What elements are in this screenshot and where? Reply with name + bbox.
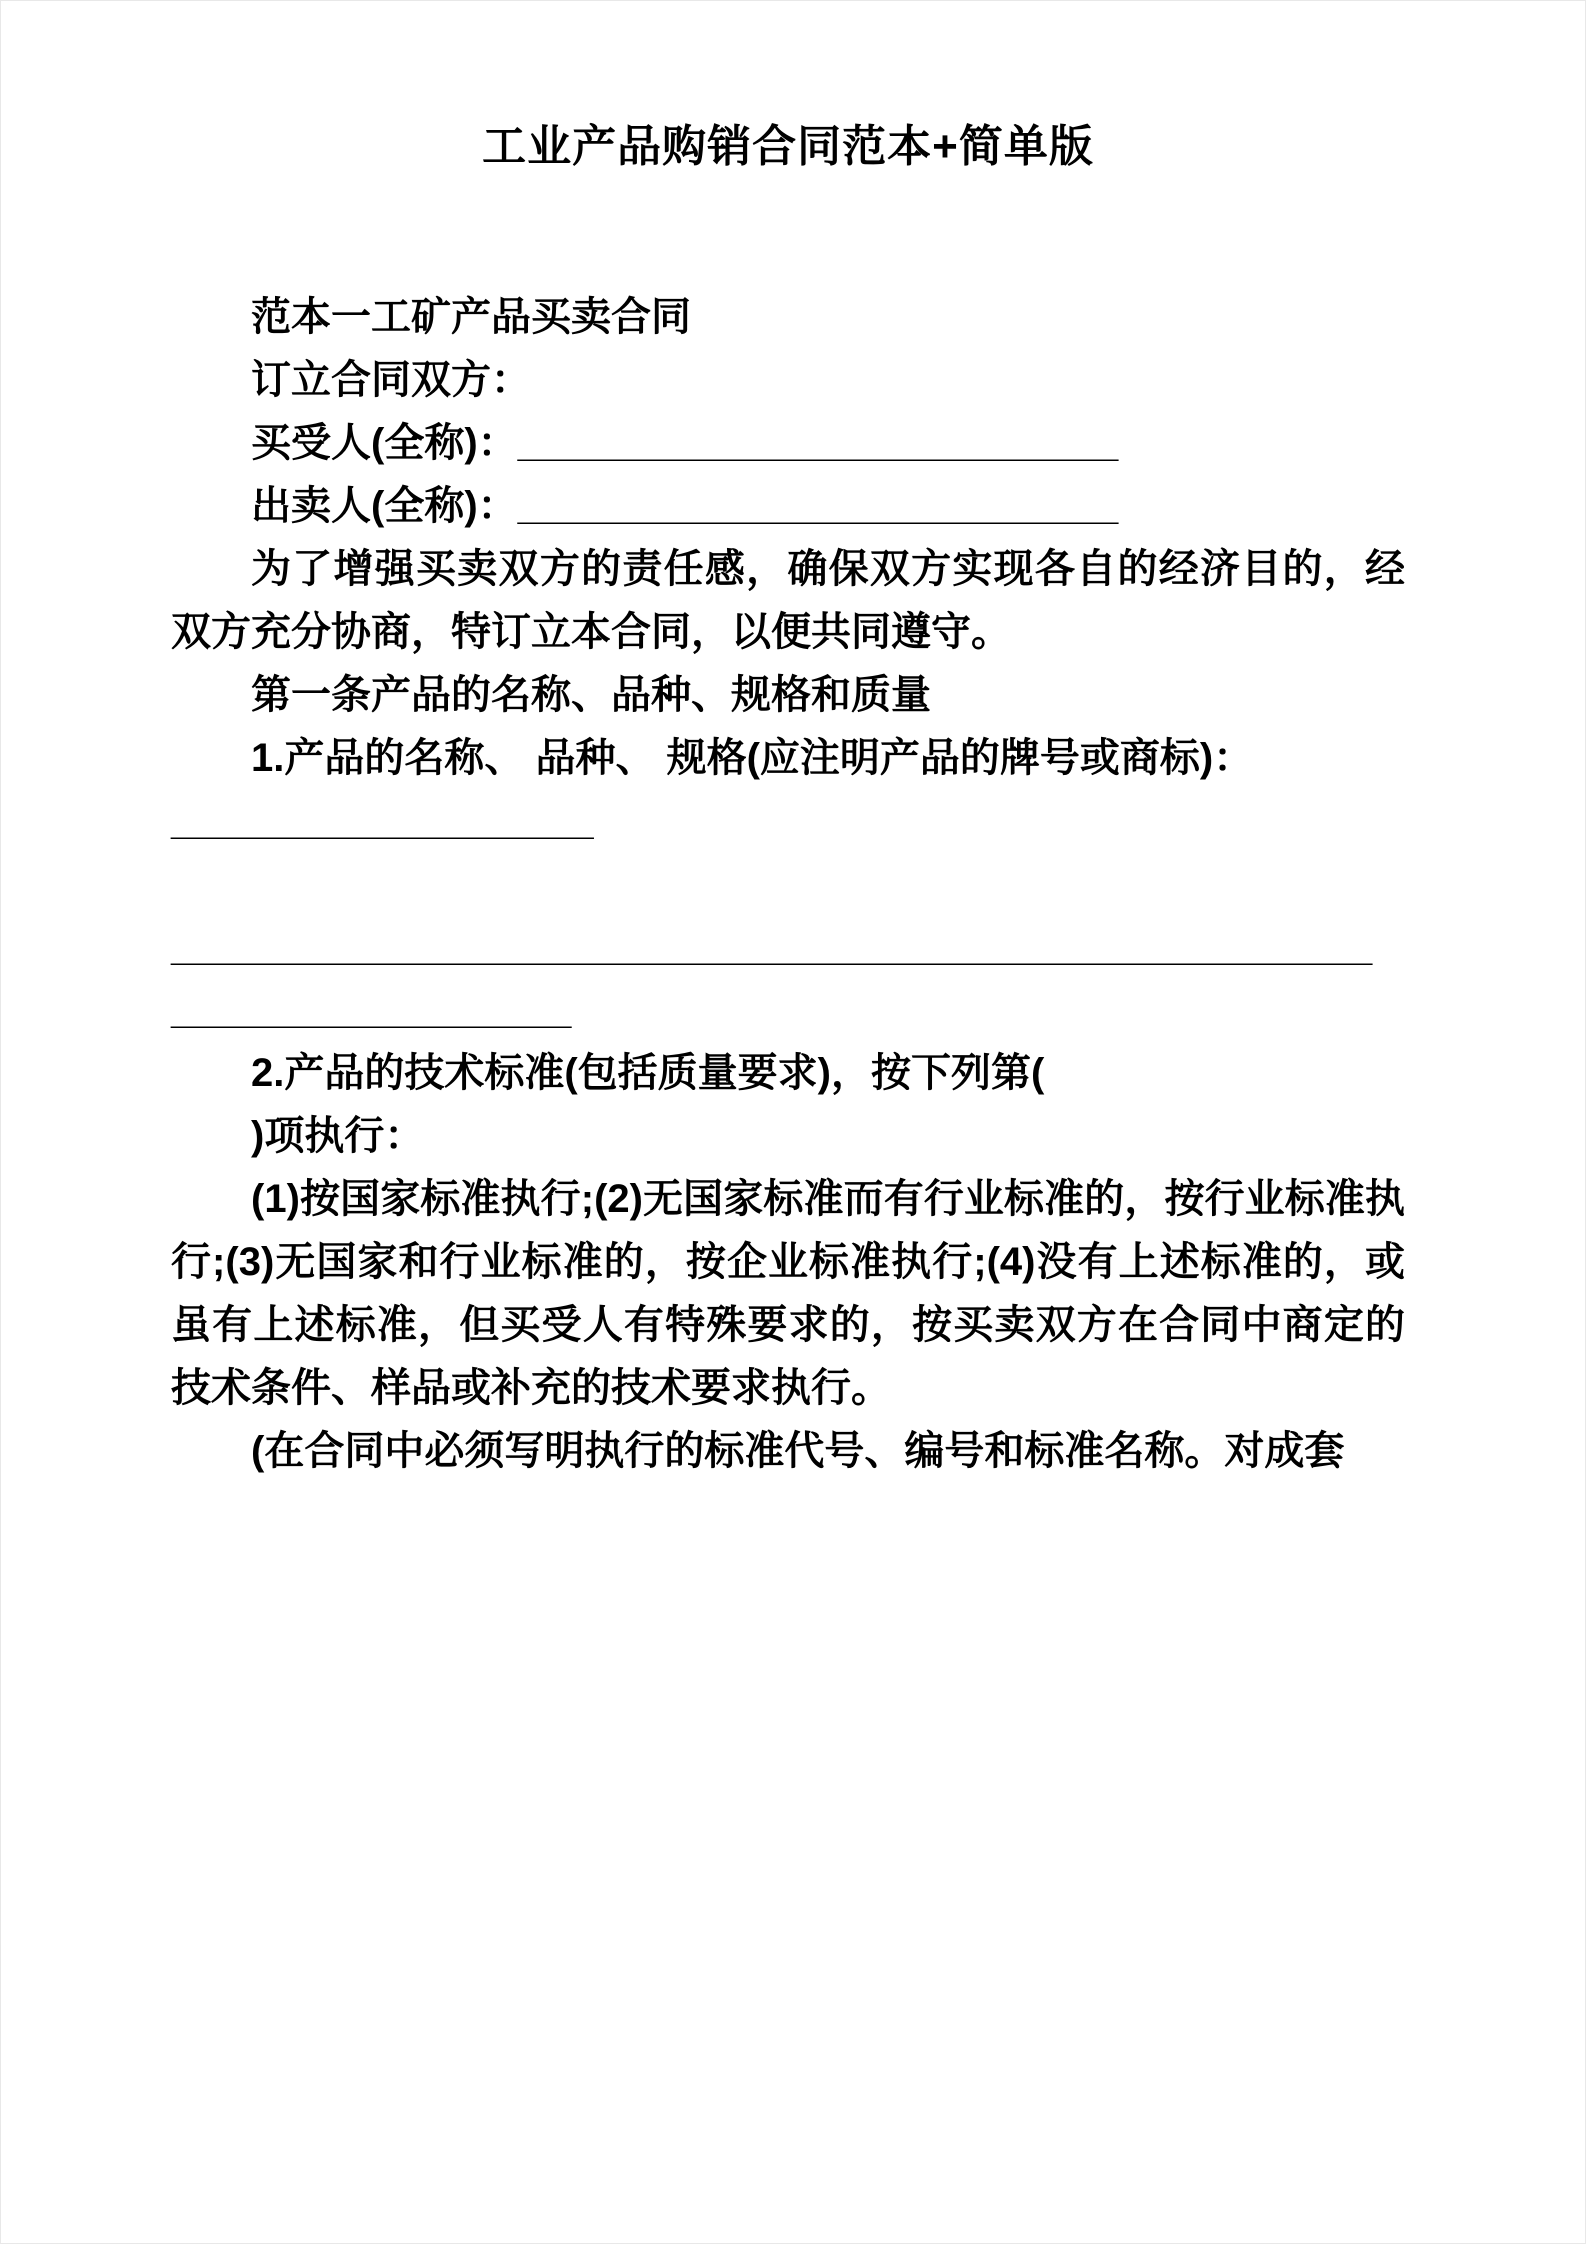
paragraph: 范本一工矿产品买卖合同	[251, 295, 691, 339]
document-title: 工业产品购销合同范本+简单版	[482, 122, 1094, 171]
paragraph: (1)按国家标准执行;(2)无国家标准而有行业标准的，按行业标准执行;(3)无国家和行业标准的，按企业标准执行;(4)没有上述标准的，或虽有上述标准，但买受人有特殊要求的，按买卖双方在合同中商定的技术条件、样品或补充的技术要求执行。	[171, 1177, 1405, 1410]
paragraph: 第一条产品的名称、品种、规格和质量	[251, 673, 931, 717]
paragraph: ______________________________________________________	[171, 925, 1373, 969]
paragraph: 出卖人(全称)：___________________________	[251, 484, 1119, 528]
paragraph: 2.产品的技术标准(包括质量要求)，按下列第(	[251, 1051, 1045, 1095]
paragraph: 1.产品的名称、 品种、 规格(应注明产品的牌号或商标)：	[251, 736, 1254, 780]
document-body	[171, 286, 1405, 1483]
paragraph: __________________	[171, 988, 572, 1032]
blank-line	[171, 853, 1405, 916]
paragraph: ___________________	[171, 799, 594, 843]
paragraph: 为了增强买卖双方的责任感，确保双方实现各自的经济目的，经双方充分协商，特订立本合同，以便共同遵守。	[171, 547, 1405, 654]
paragraph: (在合同中必须写明执行的标准代号、编号和标准名称。对成套	[251, 1429, 1345, 1473]
paragraph: 订立合同双方：	[251, 358, 531, 402]
paragraph: 买受人(全称)：___________________________	[251, 421, 1119, 465]
paragraph: )项执行：	[251, 1114, 425, 1158]
